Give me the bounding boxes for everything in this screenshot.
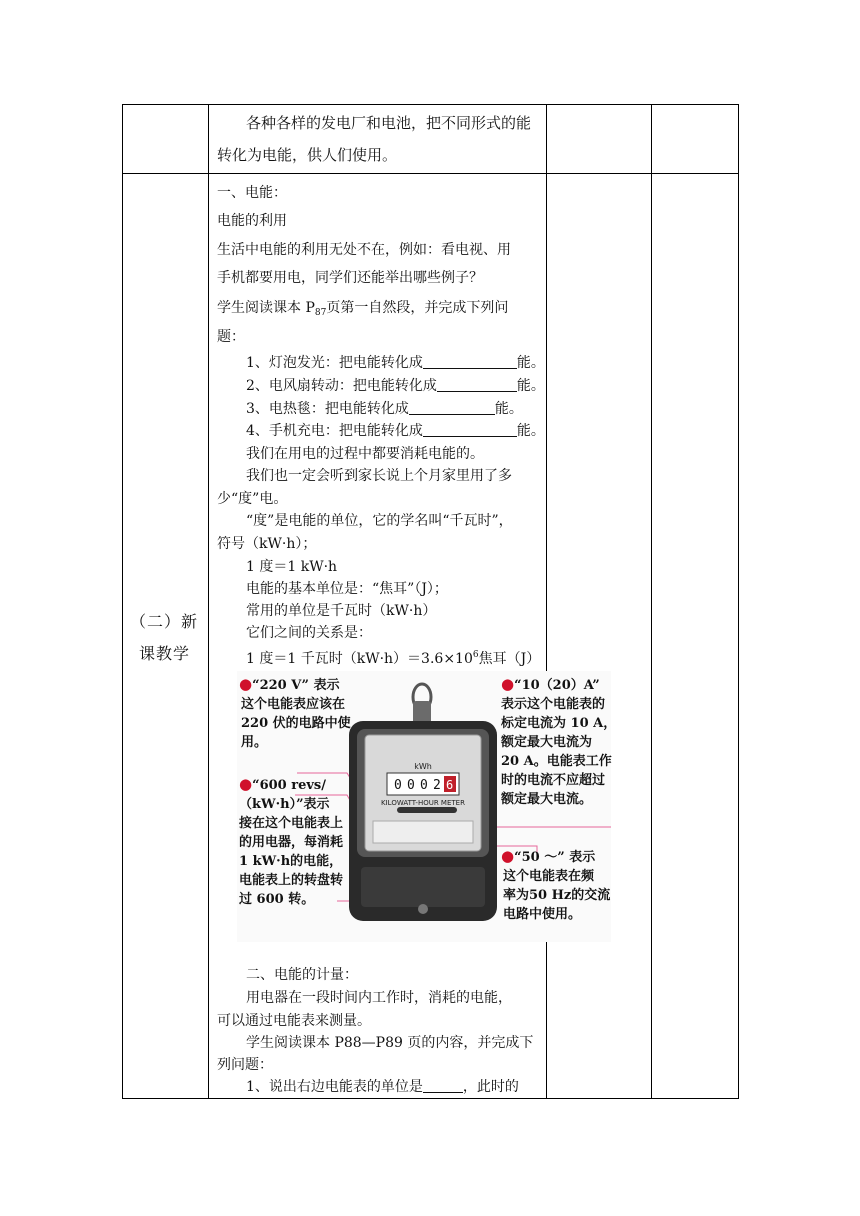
heading-metering: 二、电能的计量： — [246, 967, 358, 983]
meter-digit-1: 0 — [394, 778, 402, 793]
paragraph-4a: 我们也一定会听到家长说上个月家里用了多 — [246, 468, 512, 484]
row1-line1: 各种各样的发电厂和电池，把不同形式的能 — [246, 114, 532, 132]
paragraph-11a: 用电器在一段时间内工作时，消耗的电能， — [246, 990, 512, 1006]
bullet-icon: ● — [501, 675, 515, 693]
paragraph-12a: 学生阅读课本 P88—P89 页的内容，并完成下 — [246, 1035, 534, 1051]
table-col-divider-3 — [651, 104, 652, 1099]
meter-digit-2: 0 — [407, 778, 415, 793]
question-1: 1、灯泡发光：把电能转化成 能。 — [246, 355, 545, 371]
paragraph-9: 它们之间的关系是： — [246, 625, 372, 641]
paragraph-13: 1、说出右边电能表的单位是 ，此时的 — [246, 1079, 519, 1095]
bullet-icon: ● — [501, 847, 515, 865]
section-label-line2: 课教学 — [139, 644, 191, 663]
electric-meter-figure — [237, 671, 617, 942]
table-row-divider — [122, 173, 739, 174]
paragraph-1a: 生活中电能的利用无处不在，例如：看电视、用 — [217, 242, 511, 258]
subheading-use: 电能的利用 — [217, 213, 287, 229]
table-bottom-border — [122, 1098, 739, 1099]
section-label-line1: （二）新 — [130, 612, 199, 631]
paragraph-6: 1 度＝1 kW·h — [246, 559, 338, 575]
note-600-revs: ●“600 revs/ （kW·h）”表示 接在这个电能表上 的用电器，每消耗 1 kW·h的电能， 电能表上的转盘转 过 600 转。 — [239, 775, 344, 907]
meter-caption: KILOWATT-HOUR METER — [381, 799, 465, 807]
paragraph-7: 电能的基本单位是：“焦耳”（J）； — [246, 581, 448, 597]
meter-digit-3: 0 — [420, 778, 428, 793]
paragraph-12b: 列问题： — [217, 1057, 273, 1073]
paragraph-5b: 符号（kW·h）； — [217, 536, 317, 552]
paragraph-2a: 学生阅读课本 $P_{87}$页第一自然段，并完成下列问 — [217, 300, 509, 318]
row1-line2: 转化为电能，供人们使用。 — [217, 146, 398, 164]
paragraph-4b: 少“度”电。 — [217, 491, 288, 507]
heading-electric-energy: 一、电能： — [217, 185, 287, 201]
table-left-border — [122, 104, 123, 1099]
meter-unit-label: kWh — [414, 762, 432, 771]
paragraph-1b: 手机都要用电，同学们还能举出哪些例子？ — [217, 270, 483, 286]
paragraph-5a: “度”是电能的单位，它的学名叫“千瓦时”， — [246, 513, 513, 529]
paragraph-10: 1 度＝1 千瓦时$(kW\cdot h)=3.6\times 10^6$焦耳（J） — [246, 650, 541, 667]
meter-last-digit: 6 — [446, 778, 454, 792]
paragraph-2b: 题： — [217, 329, 245, 345]
table-top-border — [122, 104, 739, 105]
note-50hz: ●“50 ～” 表示 这个电能表在频 率为50 Hz的交流 电路中使用。 — [501, 847, 611, 922]
paragraph-8: 常用的单位是千瓦时（kW·h） — [246, 603, 437, 619]
question-4: 4、手机充电：把电能转化成 能。 — [246, 423, 545, 439]
table-col-divider-2 — [546, 104, 547, 1099]
table-col-divider-1 — [208, 104, 209, 1099]
meter-digit-4: 2 — [433, 778, 441, 793]
bullet-icon: ● — [239, 675, 253, 693]
table-right-border — [738, 104, 739, 1099]
paragraph-11b: 可以通过电能表来测量。 — [217, 1013, 371, 1029]
question-2: 2、电风扇转动：把电能转化成 能。 — [246, 378, 545, 394]
question-3: 3、电热毯：把电能转化成 能。 — [246, 401, 523, 417]
bullet-icon: ● — [239, 775, 253, 793]
paragraph-3: 我们在用电的过程中都要消耗电能的。 — [246, 446, 484, 462]
note-220v: ●“220 V” 表示 这个电能表应该在 220 伏的电路中使 用。 — [239, 675, 351, 750]
note-10-20a: ●“10（20）A” 表示这个电能表的 标定电流为 10 A， 额定最大电流为 20 A。电能表工作 时的电流不应超过 额定最大电流。 — [501, 675, 617, 807]
